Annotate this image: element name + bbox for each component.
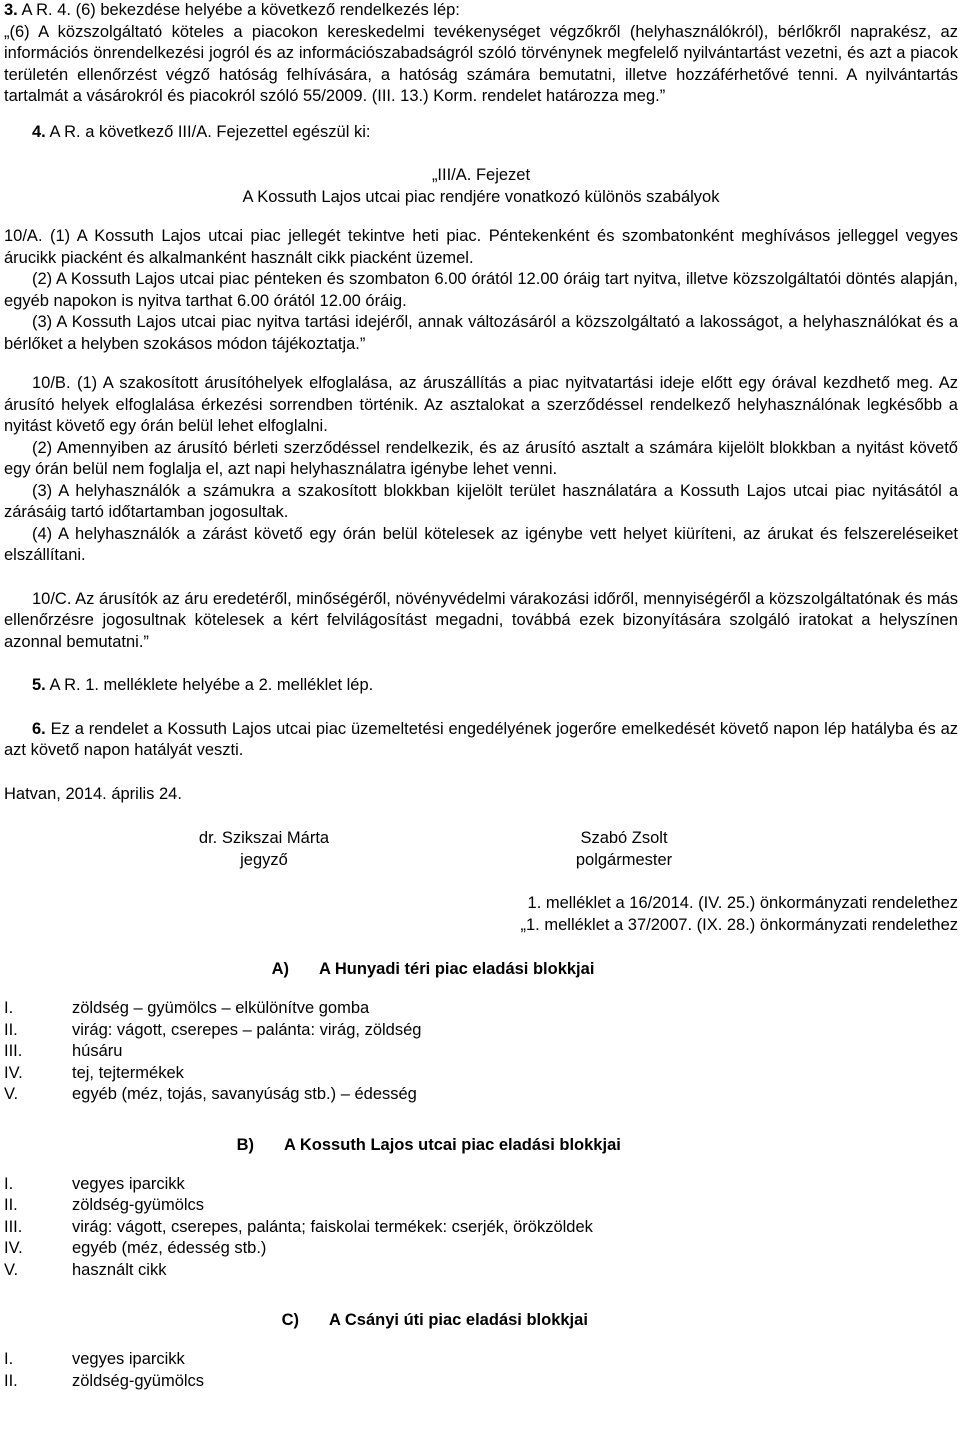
reference: A R. 4. — [21, 1, 71, 19]
annex-line-1: 1. melléklet a 16/2014. (IV. 25.) önkormányzati rendelethez — [527, 894, 958, 912]
section-3-heading — [4, 0, 958, 22]
signature-right — [534, 827, 714, 871]
section-text: A R. a következő III/A. Fejezettel egészül ki: — [49, 122, 371, 141]
signer-name: Szabó Zsolt — [580, 829, 668, 847]
block-letter: B) — [236, 1135, 254, 1154]
list-item: I. vegyes iparcikk — [4, 1174, 185, 1193]
list-item: II. zöldség-gyümölcs — [4, 1371, 205, 1390]
block-letter: C) — [281, 1311, 299, 1329]
list-item: II. virág: vágott, cserepes – palánta: virág, zöldség — [4, 1020, 422, 1039]
section-5 — [4, 675, 958, 697]
list-item: III. húsáru — [4, 1042, 123, 1060]
section-text: Ez a rendelet a Kossuth Lajos utcai piac üzemeltetési engedélyének jogerőre emelkedését követő napon lép hatályba és az azt követő napon hatályát veszti. — [4, 719, 958, 759]
block-title: A Kossuth Lajos utcai piac eladási blokkjai — [284, 1135, 621, 1154]
block-c-list — [4, 1349, 958, 1392]
block-b-heading — [214, 1134, 958, 1156]
section-number: 5. — [32, 676, 46, 694]
section-number: 6. — [32, 719, 46, 738]
signature-block — [174, 827, 714, 871]
block-title: A Hunyadi téri piac eladási blokkjai — [319, 960, 595, 978]
section-4-heading — [4, 122, 958, 144]
document-page — [4, 0, 958, 1392]
paragraph-10a-2: (2) A Kossuth Lajos utcai piac pénteken és szombaton 6.00 órától 12.00 óráig tart nyitva, illetve közszolgáltatói döntés alapján, egyéb napokon is nyitva tarthat 6.00 órától 12.00 óráig. — [4, 270, 958, 310]
paragraph-6: „(6) A közszolgáltató köteles a piacokon kereskedelmi tevékenységet végzőkről (helyhasználókról), bérlőkről naprakész, az információs önrendelkezési jogról és az információszabadságról szóló törvénynek megfelelő nyilvántartást vezetni, és azt a piacok területén ellenőrzést végző hatóság felhívására, a hatóság számára bemutatni, illetve hozzáférhetővé tenni. A nyilvántartás tartalmát a vásárokról és piacokról szóló 55/2009. (III. 13.) Korm. rendelet határozza meg.” — [4, 22, 958, 105]
list-item: V. egyéb (méz, tojás, savanyúság stb.) – édesség — [4, 1085, 417, 1103]
section-6 — [4, 719, 958, 762]
list-item: I. zöldség – gyümölcs – elkülönítve gomba — [4, 999, 370, 1017]
signer-name: dr. Szikszai Márta — [198, 829, 330, 847]
block-title: A Csányi úti piac eladási blokkjai — [329, 1311, 588, 1329]
place-date: Hatvan, 2014. április 24. — [4, 784, 182, 803]
signer-title: polgármester — [575, 851, 673, 869]
paragraph-10a-1: 10/A. (1) A Kossuth Lajos utcai piac jellegét tekintve heti piac. Péntekenként és szombatonként meghívásos jelleggel vegyes árucikk piacként és alkalmanként használt cikk piacként üzemel. — [4, 227, 958, 267]
paragraph-10b-1: 10/B. (1) A szakosított árusítóhelyek elfoglalása, az áruszállítás a piac nyitvatartási ideje előtt egy órával kezdhető meg. Az árusító helyek elfoglalása érkezési sorrendben történik. Az asztalokat a szerződéssel rendelkező helyhasználónak legkésőbb a nyitást követő egy órán belül lehet elfoglalni. — [4, 374, 958, 435]
list-item: II. zöldség-gyümölcs — [4, 1196, 205, 1214]
section-lead: (6) bekezdése helyébe a következő rendelkezés lép: — [75, 1, 460, 19]
paragraph-10a-3: (3) A Kossuth Lajos utcai piac nyitva tartási idejéről, annak változásáról a közszolgáltató a lakosságot, a helyhasználókat és a bérlőket a helyben szokásos módon tájékoztatja.” — [4, 313, 958, 353]
paragraph-10b-4: (4) A helyhasználók a zárást követő egy órán belül kötelesek az igénybe vett helyet kiüríteni, az árukat és felszereléseiket elszállítani. — [4, 524, 958, 564]
block-a-list — [4, 998, 958, 1106]
paragraph-10b-3: (3) A helyhasználók a számukra a szakosított blokkban kijelölt terület használatára a Kossuth Lajos utcai piac nyitásától a zárásáig tartó időtartamban jogosultak. — [4, 481, 958, 521]
section-number: 3. — [4, 1, 18, 19]
block-letter: A) — [271, 960, 289, 978]
list-item: V. használt cikk — [4, 1260, 167, 1279]
block-c-heading — [259, 1309, 958, 1331]
block-a-heading — [249, 958, 958, 980]
chapter-subtitle: A Kossuth Lajos utcai piac rendjére vonatkozó különös szabályok — [242, 187, 720, 206]
paragraph-10b-2: (2) Amennyiben az árusító bérleti szerződéssel rendelkezik, és az árusító asztalt a számára kijelölt blokkban a nyitást követő egy órán belül nem foglalja el, azt napi helyhasználatra igénybe lehet venni. — [4, 438, 958, 478]
list-item: IV. tej, tejtermékek — [4, 1063, 184, 1082]
chapter-title: „III/A. Fejezet — [431, 166, 531, 184]
block-b-list — [4, 1174, 958, 1282]
list-item: IV. egyéb (méz, édesség stb.) — [4, 1239, 267, 1257]
signer-title: jegyző — [240, 851, 288, 869]
section-text: A R. 1. melléklete helyébe a 2. melléklet lép. — [49, 676, 374, 694]
signature-left — [174, 827, 354, 871]
section-number: 4. — [32, 122, 46, 141]
list-item: I. vegyes iparcikk — [4, 1350, 185, 1368]
paragraph-10c: 10/C. Az árusítók az áru eredetéről, minőségéről, növényvédelmi várakozási időről, mennyiségéről a közszolgáltatónak és más ellenőrzésre jogosultnak kötelesek a kért felvilágosítást megadni, továbbá ezek bizonyítására szolgáló iratokat a helyszínen azonnal bemutatni.” — [4, 589, 958, 651]
annex-line-2: „1. melléklet a 37/2007. (IX. 28.) önkormányzati rendelethez — [520, 915, 958, 934]
list-item: III. virág: vágott, cserepes, palánta; faiskolai termékek: cserjék, örökzöldek — [4, 1217, 593, 1236]
